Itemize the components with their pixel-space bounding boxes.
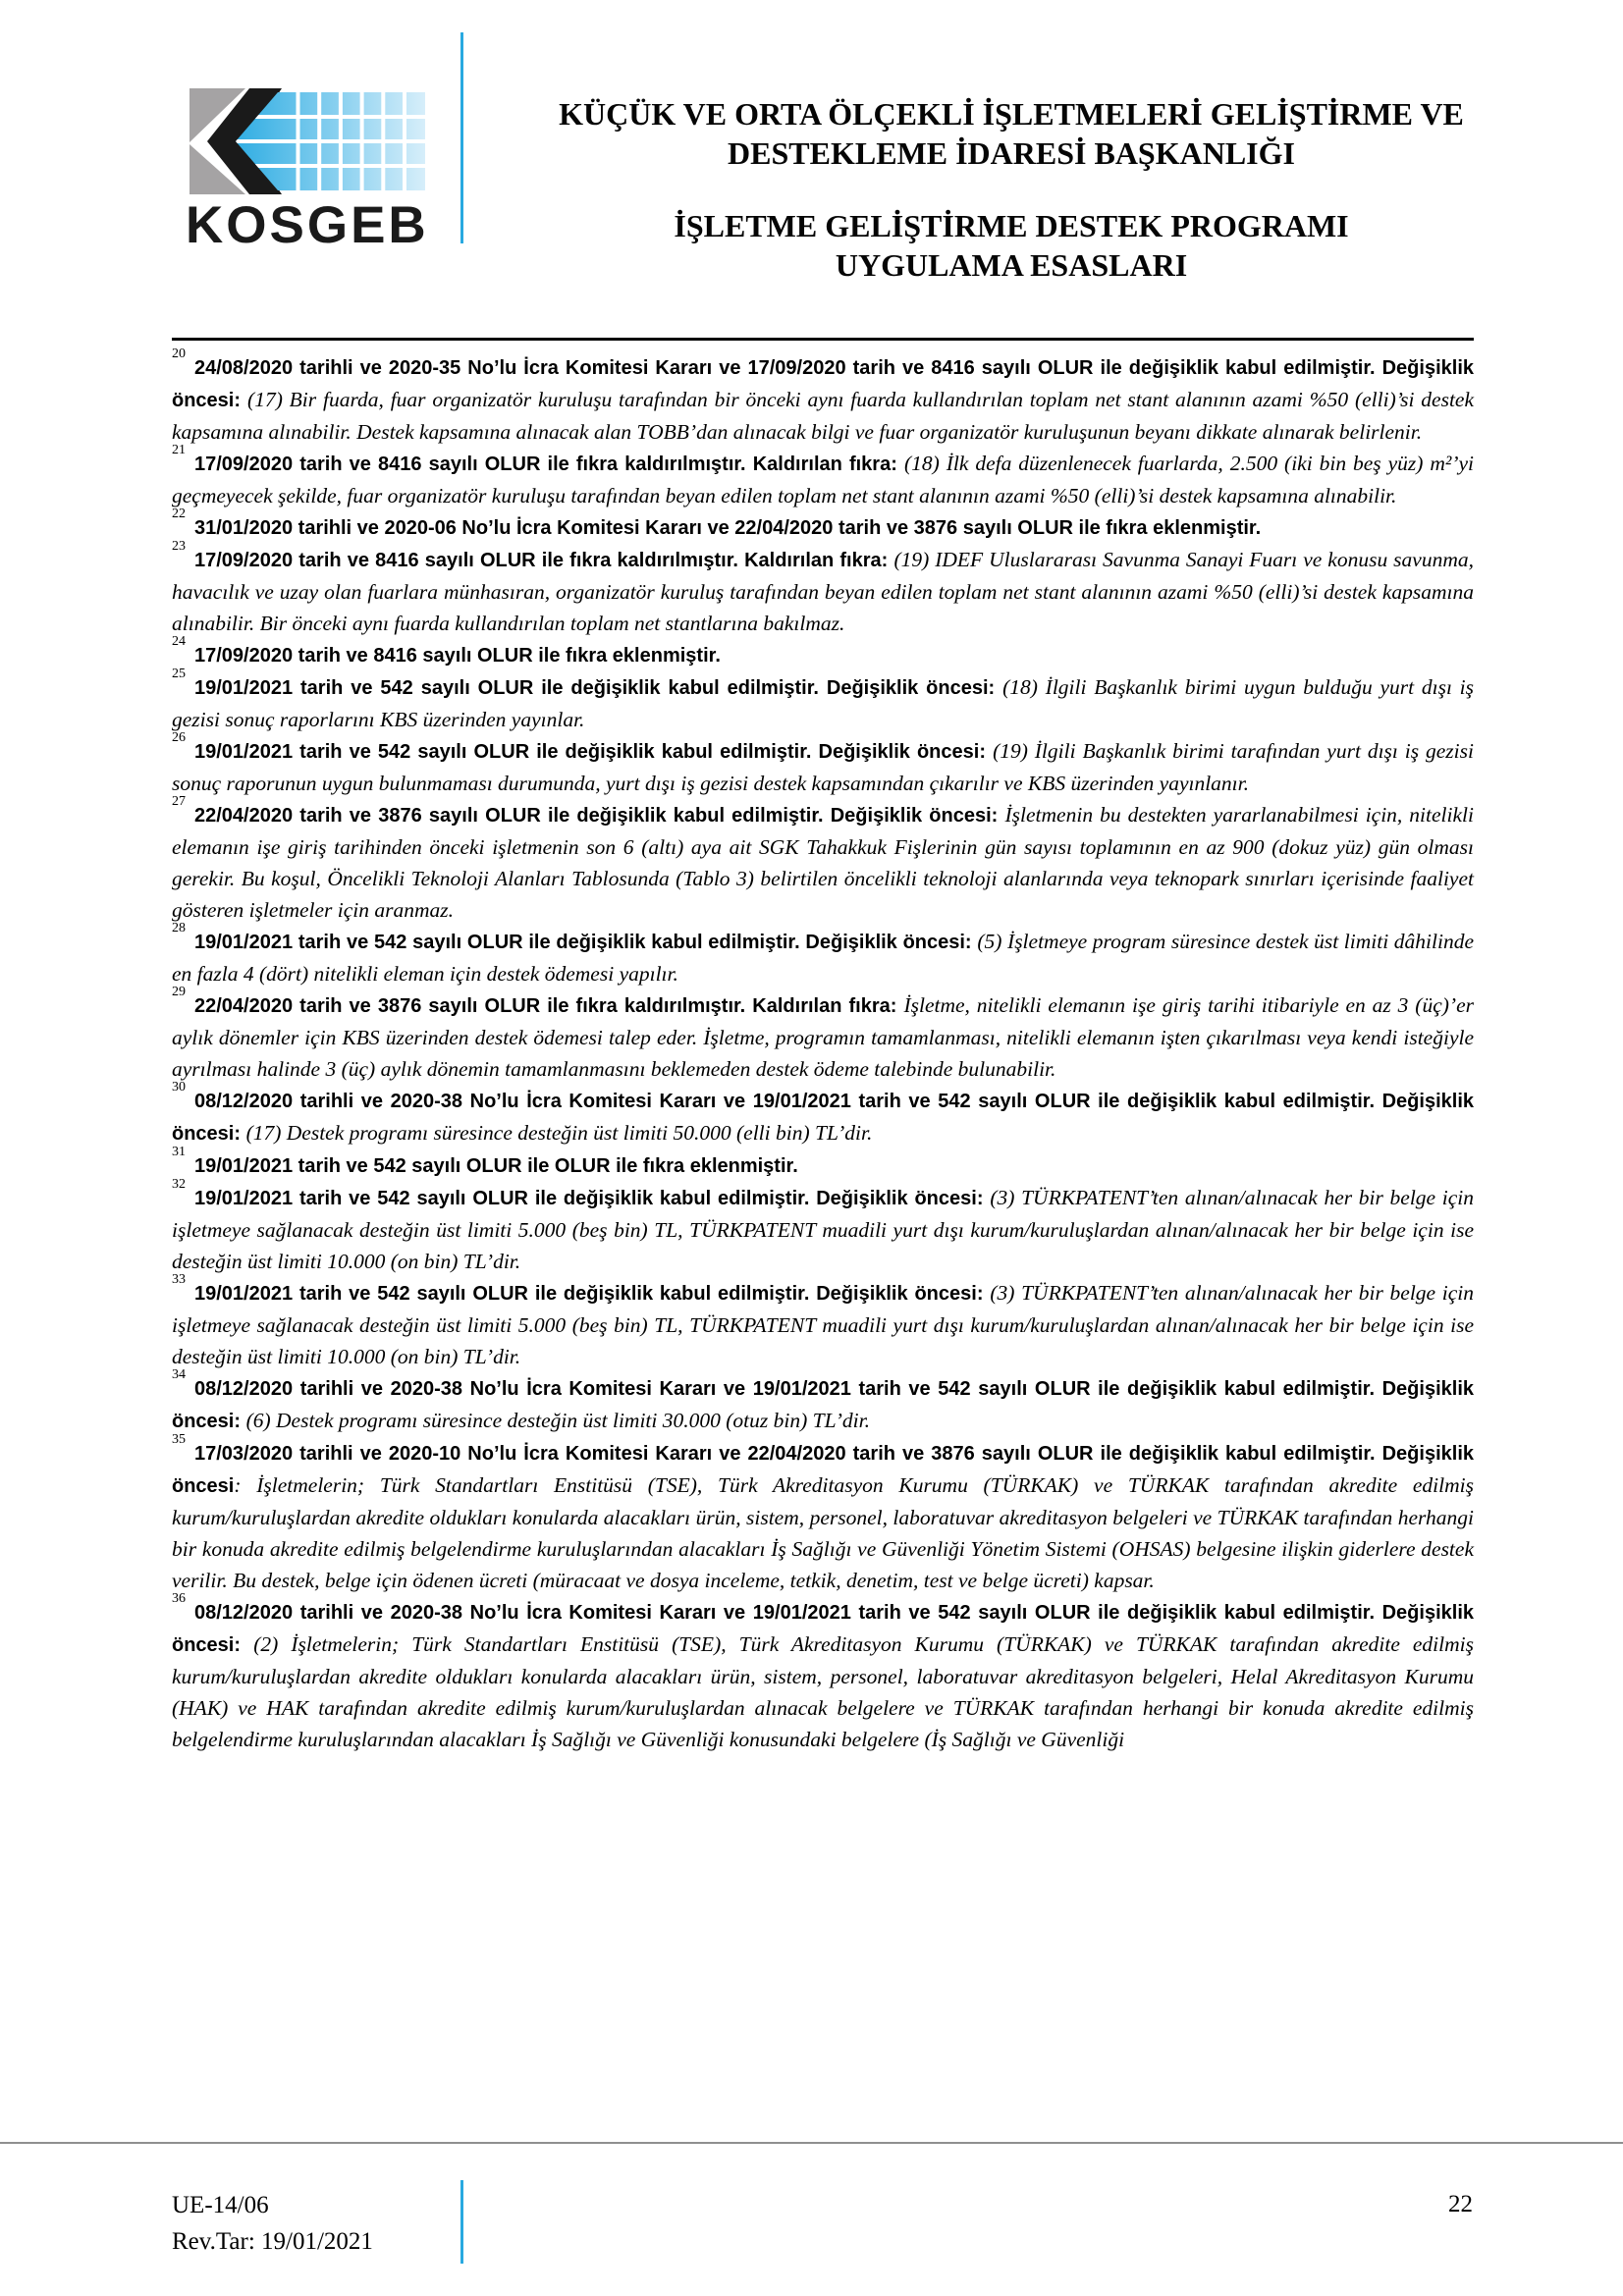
- footnote-separator-line: [172, 338, 1474, 341]
- footnote: [172, 1079, 1474, 1149]
- footnote-text: [172, 930, 1474, 986]
- footnote-segment-bold: 19/01/2021 tarih ve 542 sayılı OLUR ile değişiklik kabul edilmiştir. Değişiklik öncesi:: [194, 932, 978, 953]
- footnote: [172, 729, 1474, 799]
- kosgeb-logo-icon: [189, 88, 425, 194]
- header-divider-line: [460, 32, 463, 243]
- kosgeb-wordmark: KOSGEB: [186, 196, 429, 254]
- footnote-text: [194, 515, 1261, 539]
- footnote-number: 20: [172, 346, 186, 361]
- footnote-number: 31: [172, 1144, 186, 1159]
- footnote-text: [172, 1441, 1474, 1592]
- footnote-number: 33: [172, 1271, 186, 1287]
- footnote-text: [172, 355, 1474, 444]
- footnote-segment-italic: (3) TÜRKPATENT’ten alınan/alınacak her bir belge için işletmeye sağlanacak desteğin üst limiti 5.000 (beş bin) TL, TÜRKPATENT muadili yurt dışı kurum/kuruluşlardan alınan/alınacak her bir belge için ise desteğin üst limiti 10.000 (on bin) TL’dir.: [172, 1281, 1475, 1368]
- doc-title-line2: UYGULAMA ESASLARI: [835, 247, 1188, 283]
- footnote-number: 29: [172, 984, 186, 999]
- footnote: [172, 793, 1474, 926]
- footnote-number: 24: [172, 633, 186, 649]
- footnote-segment-italic: (19) İlgili Başkanlık birimi tarafından yurt dışı iş gezisi sonuç raporunun uygun bulunmaması durumunda, yurt dışı iş gezisi destek kapsamından çıkarılır ve KBS üzerinden yayınlanır.: [172, 739, 1474, 795]
- footnote: [172, 920, 1475, 989]
- footnote-segment-bold: 17/09/2020 tarih ve 8416 sayılı OLUR ile fıkra kaldırılmıştır. Kaldırılan fıkra:: [194, 550, 894, 571]
- doc-title: [496, 206, 1527, 285]
- footnote-segment-italic: (18) İlgili Başkanlık birimi uygun bulduğu yurt dışı iş gezisi sonuç raporlarını KBS üzerinden yayınlar.: [172, 675, 1474, 731]
- footnote-text: [172, 452, 1474, 507]
- footnote-number: 23: [172, 538, 186, 554]
- footer-separator-line: [0, 2142, 1623, 2144]
- footnote: [172, 1366, 1474, 1437]
- footnote-segment-bold: 19/01/2021 tarih ve 542 sayılı OLUR ile değişiklik kabul edilmiştir. Değişiklik öncesi:: [194, 1188, 991, 1209]
- footnote-segment-bold: 17/09/2020 tarih ve 8416 sayılı OLUR ile fıkra eklenmiştir.: [194, 645, 721, 667]
- footnote-segment-italic: İşletme, nitelikli elemanın işe giriş tarihi itibariyle en az 3 (üç)’er aylık dönemler için KBS üzerinden destek ödemesi talep eder. İşletme, programın tamamlanması, nitelikli elemanın işten çıkarılması veya kendi isteğiyle ayrılması halinde 3 (üç) aylık dönemin tamamlanmasını beklemeden destek ödeme talebinde bulunabilir.: [172, 993, 1474, 1081]
- footnote: [172, 442, 1474, 511]
- footnote-segment-italic: (5) İşletmeye program süresince destek üst limiti dâhilinde en fazla 4 (dört) nitelikli eleman için destek ödemesi yapılır.: [172, 930, 1475, 986]
- footer-doc-code: UE-14/06: [172, 2192, 269, 2218]
- footnote-segment-italic: (17) Destek programı süresince desteğin üst limiti 50.000 (elli bin) TL’dir.: [245, 1121, 873, 1145]
- footnote-segment-bold: 22/04/2020 tarih ve 3876 sayılı OLUR ile fıkra kaldırılmıştır. Kaldırılan fıkra:: [194, 995, 904, 1017]
- footnote-text: [194, 643, 721, 667]
- footnote-segment-bold: 19/01/2021 tarih ve 542 sayılı OLUR ile değişiklik kabul edilmiştir. Değişiklik öncesi:: [194, 1283, 991, 1305]
- footnote-number: 30: [172, 1079, 186, 1095]
- footnote: [172, 1144, 1474, 1182]
- org-title-line1: KÜÇÜK VE ORTA ÖLÇEKLİ İŞLETMELERİ GELİŞTİRME VE: [559, 96, 1464, 132]
- footnote-number: 21: [172, 442, 186, 457]
- footnote: [172, 538, 1474, 639]
- footnote-number: 32: [172, 1176, 186, 1192]
- footnote-number: 35: [172, 1431, 186, 1447]
- footnote-segment-bold: 19/01/2021 tarih ve 542 sayılı OLUR ile OLUR ile fıkra eklenmiştir.: [194, 1155, 798, 1177]
- footnote-number: 27: [172, 793, 186, 809]
- footnote-segment-italic: İşletmenin bu destekten yararlanabilmesi için, nitelikli elemanın işe giriş tarihinden önceki işletmenin son 6 (altı) aya ait SGK Tahakkuk Fişlerinin gün sayısı toplamının en az 900 (dokuz yüz) gün olması gerekir. Bu koşul, Öncelikli Teknoloji Alanları Tablosunda (Tablo 3) belirtilen öncelikli teknoloji alanlarında veya teknopark sınırları içerisinde faaliyet gösteren işletmeler için aranmaz.: [172, 803, 1474, 922]
- footer-divider-line: [460, 2180, 463, 2264]
- footnote-text: [172, 675, 1474, 731]
- footnote-segment-bold: 19/01/2021 tarih ve 542 sayılı OLUR ile değişiklik kabul edilmiştir. Değişiklik öncesi:: [194, 677, 1003, 699]
- footnote-segment-bold: 31/01/2020 tarihli ve 2020-06 No’lu İcra Komitesi Kararı ve 22/04/2020 tarih ve 3876 sayılı OLUR ile fıkra eklenmiştir.: [194, 517, 1262, 539]
- footnote-text: [172, 1281, 1474, 1368]
- footnote-number: 26: [172, 729, 186, 745]
- footnote-segment-italic: (18) İlk defa düzenlenecek fuarlarda, 2.500 (iki bin beş yüz) m²’yi geçmeyecek şekilde, fuar organizatör kuruluşu tarafından beyan edilen toplam net stant alanının azami %50 (elli)’si destek kapsamına alınabilir.: [172, 452, 1474, 507]
- footnote: [172, 1271, 1475, 1372]
- footnote: [172, 1176, 1475, 1277]
- footnote: [172, 346, 1475, 448]
- footnote: [172, 984, 1474, 1085]
- footnote-text: [194, 1153, 798, 1177]
- footnote-segment-italic: (19) IDEF Uluslararası Savunma Sanayi Fuarı ve konusu savunma, havacılık ve uzay olan fuarlara münhasıran, organizatör kuruluş tarafından beyan edilen toplam net stant alanının azami %50 (elli)’si destek kapsamına alınabilir. Bir önceki aynı fuarda kullandırılan toplam net stantlarına bakılmaz.: [172, 548, 1474, 635]
- footnote-text: [172, 548, 1474, 635]
- footnote-number: 36: [172, 1590, 186, 1606]
- footnote-text: [172, 993, 1474, 1081]
- footnote-number: 28: [172, 920, 186, 935]
- footnote-segment-bold: 17/03/2020 tarihli ve 2020-10 No’lu İcra Komitesi Kararı ve 22/04/2020 tarih ve 3876 sayılı OLUR ile değişiklik kabul edilmiştir. Değişiklik öncesi: [172, 1443, 1474, 1497]
- footnote: [172, 633, 1474, 671]
- footnote-text: [172, 803, 1474, 922]
- footnote-segment-bold: 17/09/2020 tarih ve 8416 sayılı OLUR ile fıkra kaldırılmıştır. Kaldırılan fıkra:: [194, 454, 904, 475]
- footer-revision-date: Rev.Tar: 19/01/2021: [172, 2228, 373, 2255]
- footnote-text: [172, 1376, 1474, 1432]
- footnote: [172, 1590, 1474, 1755]
- footnote-text: [172, 1186, 1474, 1273]
- header-titles: [496, 94, 1527, 285]
- footnote-segment-italic: (6) Destek programı süresince desteğin üst limiti 30.000 (otuz bin) TL’dir.: [245, 1409, 870, 1432]
- footnote-segment-bold: 08/12/2020 tarihli ve 2020-38 No’lu İcra Komitesi Kararı ve 19/01/2021 tarih ve 542 sayılı OLUR ile değişiklik kabul edilmiştir. Değişiklik öncesi:: [172, 1091, 1474, 1145]
- footnote-segment-italic: (2) İşletmelerin; Türk Standartları Enstitüsü (TSE), Türk Akreditasyon Kurumu (TÜRKAK) ve TÜRKAK tarafından akredite edilmiş kurum/kuruluşlardan akredite oldukları konularda alacakları ürün, sistem, personel, laboratuvar akreditasyon belgeleri, Helal Akreditasyon Kurumu (HAK) ve HAK tarafından akredite edilmiş kurum/kuruluşlardan alınacak belgelere ve TÜRKAK tarafından herhangi bir konuda akredite edilmiş belgelendirme kuruluşlarından alacakları İş Sağlığı ve Güvenliği konusundaki belgelere (İş Sağlığı ve Güvenliği: [172, 1632, 1474, 1751]
- footnote-segment-italic: (17) Bir fuarda, fuar organizatör kuruluşu tarafından bir önceki aynı fuarda kullandırılan toplam net stant alanının azami %50 (elli)’si destek kapsamına alınabilir. Destek kapsamına alınacak alan TOBB’dan alınacak bilgi ve fuar organizatör kuruluşunun beyanı dikkate alınarak belirlenir.: [172, 388, 1475, 444]
- footnote-segment-bold: 19/01/2021 tarih ve 542 sayılı OLUR ile değişiklik kabul edilmiştir. Değişiklik öncesi:: [194, 741, 994, 763]
- footnote-segment-italic: (3) TÜRKPATENT’ten alınan/alınacak her bir belge için işletmeye sağlanacak desteğin üst limiti 5.000 (beş bin) TL, TÜRKPATENT muadili yurt dışı kurum/kuruluşlardan alınan/alınacak her bir belge için ise desteğin üst limiti 10.000 (on bin) TL’dir.: [172, 1186, 1475, 1273]
- footnote-text: [172, 1600, 1474, 1751]
- footnote-segment-bold: 22/04/2020 tarih ve 3876 sayılı OLUR ile değişiklik kabul edilmiştir. Değişiklik öncesi:: [194, 805, 1005, 827]
- footnotes-list: [172, 346, 1475, 1755]
- footer-left-block: [172, 2187, 373, 2260]
- footnote-segment-bold: 24/08/2020 tarihli ve 2020-35 No’lu İcra Komitesi Kararı ve 17/09/2020 tarih ve 8416 sayılı OLUR ile değişiklik kabul edilmiştir. Değişiklik öncesi:: [172, 357, 1474, 411]
- footnote-number: 25: [172, 666, 186, 681]
- footnote-number: 34: [172, 1366, 186, 1382]
- footnote-text: [172, 739, 1474, 795]
- org-title: [496, 94, 1527, 173]
- footnote-segment-bold: 08/12/2020 tarihli ve 2020-38 No’lu İcra Komitesi Kararı ve 19/01/2021 tarih ve 542 sayılı OLUR ile değişiklik kabul edilmiştir. Değişiklik öncesi:: [172, 1602, 1474, 1656]
- footnote: [172, 506, 1474, 544]
- page-number: 22: [1448, 2191, 1473, 2217]
- footnote: [172, 1431, 1474, 1596]
- footnote-segment-italic: : İşletmelerin; Türk Standartları Enstitüsü (TSE), Türk Akreditasyon Kurumu (TÜRKAK) ve TÜRKAK tarafından akredite edilmiş kurum/kuruluşlardan akredite oldukları konularda alacakları ürün, sistem, personel, laboratuvar akreditasyon belgeleri ve TÜRKAK tarafından herhangi bir konuda akredite edilmiş belgelendirme kuruluşlarından alacakları İş Sağlığı ve Güvenliği Yönetim Sistemi (OHSAS) belgesine ilişkin giderlere destek verilir. Bu destek, belge için ödenen ücreti (müracaat ve dosya inceleme, tetkik, denetim, test ve belge ücreti) kapsar.: [172, 1473, 1474, 1592]
- footnote-number: 22: [172, 506, 186, 521]
- org-title-line2: DESTEKLEME İDARESİ BAŞKANLIĞI: [728, 135, 1295, 171]
- footnote-text: [172, 1089, 1474, 1145]
- footnote: [172, 666, 1474, 735]
- doc-title-line1: İŞLETME GELİŞTİRME DESTEK PROGRAMI: [674, 208, 1349, 243]
- footnote-segment-bold: 08/12/2020 tarihli ve 2020-38 No’lu İcra Komitesi Kararı ve 19/01/2021 tarih ve 542 sayılı OLUR ile değişiklik kabul edilmiştir. Değişiklik öncesi:: [172, 1378, 1474, 1432]
